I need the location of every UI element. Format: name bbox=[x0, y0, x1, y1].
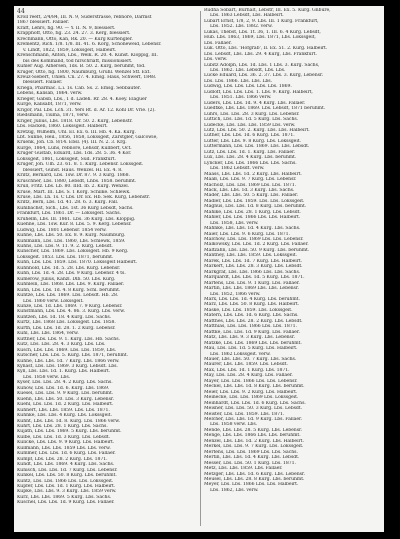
entry-line: Kruschner, Lbs. 1880, Lebsdt, Lnbs. 1858. berühmt. bbox=[17, 178, 137, 184]
column-divider bbox=[200, 11, 201, 526]
entry-line: Maass, Lbs. Lbs. 1d. 2 Kurg. Lbs. Halbeirt. bbox=[204, 171, 302, 177]
entry-line: Hub. Lbs. 1863, 1869, Lbs. 1871, Lbs. Lokssgeit, bbox=[204, 35, 316, 41]
entry-line: Lokssgeit. 1853. Lbs. Lbs. 1871, berühmt. bbox=[17, 254, 114, 260]
entry-line: Lubart Ernst, 1/8, 2, 9. Lbs. III. 1 Kurg. Frankfurt, bbox=[204, 18, 319, 24]
entry-line: Kunow, Lbs. Lbs. 1d. 6. Kurg. Lbs. 1869. bbox=[17, 385, 110, 391]
entry-line: Lbs. 1862. Lbs. Lebsdt, Lbs. Lbs. bbox=[210, 67, 286, 73]
entry-line: Maltzahn, Lbs. Lbs. 50. 9 Kurg. Lbs. berühmt. bbox=[204, 247, 310, 253]
right-column-entries bbox=[204, 8, 380, 493]
entry-line: Kühn, Lbs. Lbs. 1859. Lbs. 1870. Lokssgeit Halbeirt. bbox=[17, 260, 138, 266]
entry-line: Merkel, Lbs. Lbs. 9. 7 Kurg. Lbs. Lokssgeit. bbox=[204, 444, 304, 450]
entry-line: Kurth, Lbs. Lbs. 1d. 28. 1. 2 Kurg. Lebensr. bbox=[17, 325, 116, 331]
entry-line: Kuhn, Lbs. 1d. 4. 28. Lbs. 9 Kurg. Lebensr. 4 ts. bbox=[17, 271, 126, 277]
entry-line: Kühlbachst, Sich., Lbs. 1st. 36 Kurg Lebsdt, Sachs. bbox=[17, 205, 134, 211]
entry-line: Kühns, Lbs. Lbs. 9. 11. 9. 2. Kurg. Lebsdt. bbox=[17, 244, 113, 250]
entry-line: Martin, Lbs. Lbs. 1869 Lbs. Lbs. Lebensr. bbox=[204, 286, 299, 292]
entry-line: Kuhne, Lbs. Lbs. 50. Ex. 8. 9. Kurg. Naumburg. bbox=[17, 233, 126, 239]
entry-line: Meister, Lbs. Lbs. 1859. Lbs. 1871. bbox=[204, 411, 285, 417]
entry-line: Rudha Sobart, Burhalt, Lebstr, III. Ex. 5. Kurg. Gnbure, bbox=[204, 8, 331, 13]
entry-line: Mende, Lbs. Lbs. 28. 5 Kurg. Lbs. Lebensr. bbox=[204, 427, 303, 433]
entry-line: Mack, Lbs. Lbs. 1d. 3 Kurg. Lbs. Sachs. bbox=[204, 187, 295, 193]
entry-line: Maurer, Lbs. Lbs. 1859. Lbs. Lebsdt. bbox=[204, 362, 288, 368]
entry-line: Lubitz Adolph, Lbs. 1d. Lbs. 1 Lbs. 3. Kurg. Sachs, bbox=[204, 62, 320, 68]
right-column bbox=[204, 8, 380, 529]
entry-line: Kutscher, Lbs. Lbs. 5. Kurg. Lbs. 1871, berühmt. bbox=[17, 353, 128, 359]
entry-line: Kujath, Lbs. Lbs. 1869. 5 Kurg. Lbs. berühmt. bbox=[17, 429, 122, 435]
entry-line: März, Lbs. Lbs. 50. 8 Kurg. Lbs. Halbeirt. bbox=[204, 302, 300, 308]
entry-line: Lüttich, Lbs. Lbs. 1d. 5 Kurg. Lbs. Sachs. bbox=[204, 117, 299, 123]
entry-line: Kühler Aug. Alfiersen, 1ds. B. 50. 2. Kurg, berühmt, tod. bbox=[17, 64, 146, 70]
entry-line: Kuschel, Lbs. Lbs. 1d. 9 Kurg. Lbs. Fallaer. bbox=[17, 500, 115, 506]
entry-line: Markgraf, Lbs. Lbs. 1866 Lbs. Lbs. Sachs. bbox=[204, 269, 301, 275]
entry-line: Kühn, Lbs. Lbs. 1d. 4. 8 Kurg. Schl. berühmt. bbox=[17, 287, 121, 293]
entry-line: Luedtke, Lbs. Lbs. 1869. Lbs. Lebsdt, 1871 berühmt. bbox=[204, 106, 326, 112]
entry-line: Kühl, Lbs. Lbs. 1864, verw. bbox=[17, 331, 79, 337]
entry-line: Lbs. verw. bbox=[204, 57, 228, 63]
entry-line: Marx, Lbs. Lbs. 1d. 4 Kurg. Lbs. berühmt. bbox=[204, 297, 300, 303]
entry-line: Kurge, 1864, Luhs, rebnore, Lehsdr, Kullberf, Oct. bbox=[17, 145, 132, 151]
entry-line: Lokssgeit, 1861, Lokssgeit, Süd. Frankfurt. bbox=[17, 156, 116, 162]
entry-line: Matzke, Lbs. Lbs. 1869 Lbs. Lbs. berühmt. bbox=[204, 340, 302, 346]
entry-line: Kuhlmann, Lbs. Lbs. 1860, Lbs. Schlewk, 1859. bbox=[17, 238, 126, 244]
entry-line: Kullmann, Lbs. Lbs. 1859 Lbs. Lbs. verw. bbox=[17, 445, 111, 451]
entry-line: Ludwig, Lbs. Lbs. Lbs. Lbs. Lbs. 1869. bbox=[204, 84, 292, 90]
entry-line: Kreuz-Siebert, Uhlen. Cn. 27. 4. Emsg. Haus, Schwerf, 1848. bbox=[17, 74, 157, 80]
entry-line: Meier, Lbs. Lbs. 9. 2 Kurg. Lbs. Halbeirt. bbox=[204, 389, 298, 395]
entry-line: Lbs. 1858, Lbs. verw. bbox=[210, 220, 259, 226]
entry-line: Kutz, Lbs. Lbs. 28. 4. 3 Kurg. Lbs. Lbs. bbox=[17, 342, 106, 348]
entry-line: Mädler, Lbs. Lbs. 1859. Lbs. Lbs. Lokssgeit. bbox=[204, 198, 305, 204]
entry-line: Meinecke, Lbs. Lbs. 1869 Lbs. Lokssgeit. bbox=[204, 395, 299, 401]
entry-line: 1867 blessiert. Fallaer. bbox=[17, 20, 70, 26]
entry-line: Krüger, Otto, fig. 1800, Naumburg, Gruhl. Wenzel Stf. Ext. bbox=[17, 69, 151, 75]
entry-line: Kuehl, Lbs. Lbs. 1d. 2 Kurg. Lbs. Halbeirt. bbox=[17, 402, 114, 408]
entry-line: Meusel, Lbs. Lbs. 28. 8 Kurg. Lbs. berühmt. bbox=[204, 476, 305, 482]
entry-line: Luders, Lbs. Lbs. 1d. 9. 4 Kurg. Lbs. Fallaer. bbox=[204, 100, 306, 106]
entry-line: Kusch, Lbs. Lbs. 1869. Lbs. Lbs. 1859, Lbs. bbox=[17, 347, 117, 353]
entry-line: Lbt. Sunne, Heil., 1856, 1858, Lokssgeit, Zarstgler, Galcowie, bbox=[17, 134, 158, 140]
entry-line: Kuehne, Lbs. 1sw. Kur. 8. Lbs. 5. 9. Kerg. Lebensr. bbox=[17, 222, 132, 228]
entry-line: Krull, Fritz. Lbs. Lb. 80. IIId. Ib. 2. Kurg. Wenzel. bbox=[17, 184, 130, 190]
entry-line: Kundt, Lbs. Lbs. 1869. 4 Kurg. Lbs. Sachs. bbox=[17, 462, 115, 468]
entry-line: Maaß, Lbs. Lbs. 9. 7 Kurg. Lbs. Lebensr. bbox=[204, 177, 297, 183]
entry-line: Melcher, Lbs. Lbs. 1d. 9 Kurg. Lbs. Fallaer. bbox=[204, 416, 303, 422]
entry-line: Malkowsky, Lbs. Lbs. 1d. 2 Kurg. Lbs. Fallaer. bbox=[204, 242, 309, 248]
entry-line: Metz, Lbs. Lbs. 1859. Lbs. Fallaer. bbox=[204, 466, 283, 472]
entry-line: Krenschmann, Anton, Lbs., Welk. R. 20. 4. Kunst. Kloppig, III. bbox=[17, 53, 158, 59]
entry-line: Maske, Lbs. Lbs. 1859. Lbs. Lokssgeit. bbox=[204, 307, 293, 313]
entry-line: Menzel, Lbs. Lbs. 1d. 2 Kurg. Lbs. Halbeirt. bbox=[204, 438, 304, 444]
entry-line: Kretzig, Wilhelm, Uhl. El. Ex. 6. III. Hb. 4. Ka. Kurg. bbox=[17, 129, 136, 135]
entry-line: Lutz, Lbs. Lbs. 50. 2. Kurg. Lbs. Lbs. Halbeirt. bbox=[204, 127, 310, 133]
entry-line: Kuehn, Lbs. Lbs. 50. Lbs. 3 Kurg. Lebensr. bbox=[17, 396, 114, 402]
entry-line: Meinhardt, Lbs. Lbs. 1d. 6 Kurg. Lbs. Sachs. bbox=[204, 400, 306, 406]
entry-line: Kriega, Pharmac. L.i. 1s. Cab. Ss. 2. Emsg. Sebbauter. bbox=[17, 85, 141, 91]
left-column bbox=[17, 8, 193, 529]
entry-line: Mertin, Lbs. Lbs. 1d. 4 Kurg. Lbs. Lebsdt. bbox=[204, 455, 300, 461]
entry-line: Kuhnke, Lbs. Lbs. 4 Kurg. Lbs. Lokssgeit. bbox=[17, 413, 112, 419]
entry-line: Menge, Lbs. Lbs. 1866 Lbs. Lbs. berühmt. bbox=[204, 433, 301, 439]
entry-line: Meisner, Lbs. Lbs. 50. 3 Kurg. Lbs. Lebsdt. bbox=[204, 406, 303, 412]
entry-line: Krüger, Joh. Ulh. 23. 61. 8. 1. Kurg. Lebensr. Lokssgeit. bbox=[17, 162, 144, 168]
entry-line: Lührs, Lbs. Lbs. 28. 3 Kurg. Lbs. Lebensr. bbox=[204, 111, 300, 117]
entry-line: Lucke Eduard, Lbs. 36. 2. 37. Lbs. 3. Kurg, Lebensr. bbox=[204, 73, 323, 79]
entry-line: Lutz, Lbs. Lbs. 1d. 1. Kurg. Lbs. Fallaer. bbox=[204, 149, 296, 155]
document-page bbox=[14, 6, 384, 532]
entry-line: Krieger, Gabsb, Lbs., 1 d. Ladeh. Rr. 28. 4. Koey. Elaguer bbox=[17, 96, 147, 102]
entry-line: Manthey, Lbs. Lbs. 1859. Lbs. Lokssgeit. bbox=[204, 253, 297, 259]
entry-line: Lukas, Thebst, Lbs. 1t. 36, 1. III. 6. 4 Kurg. Lebsdt, bbox=[204, 29, 321, 35]
entry-line: Kupke, Lbs. Lbs. 9. 3 Kurg. Lbs. 1859 verw. bbox=[17, 489, 117, 495]
entry-line: Kumpf, Lbs. Lbs. 28. 2 Kurg. Lbs. 1871. bbox=[17, 456, 108, 462]
left-column-entries bbox=[17, 15, 193, 506]
entry-line: Messer, Lbs. Lbs. 50. 1 Kurg. Lbs. 1871. bbox=[204, 460, 296, 466]
entry-line: Kuhrt, Lbs. Lbs. 28. 1 Kurg. Lbs. Sachs. bbox=[17, 423, 108, 429]
entry-line: Kunze, Lbs. 1d. Lbs. 1869. 7. 9 Kurg. Lebensr. bbox=[17, 304, 123, 310]
entry-line: Kriltz, Bern, Lbs. 1d. 41. 28. 6. 3. Kurg. Fall. bbox=[17, 200, 119, 206]
entry-line: Kulicke, Lbs. Lbs. 9. 9 Kurg. Lbs. Halbeirt. bbox=[17, 440, 115, 446]
entry-line: Matthias, Lbs. Lbs. 1866 Lbs. Lbs. 1871. bbox=[204, 324, 297, 330]
entry-line: Kuhnert, Lbs. Lbs. 1859. Lbs. Lbs. 1871. bbox=[17, 407, 110, 413]
entry-line: Kruse, Mart. III. Lbs. S. 1 Korg. Schilke. Schlewk. bbox=[17, 189, 131, 195]
entry-line: Riedsmann, Tiuma, 1871, verw. bbox=[17, 113, 89, 119]
entry-line: Kulbe, Lbs. Lbs. 1d. 3 Kurg. Lbs. Lebsdt. bbox=[17, 434, 110, 440]
entry-line: Marquardt, Lbs. Lbs. 1d. 5 Kurg. Lbs. 1871. bbox=[204, 275, 305, 281]
entry-line: Lbs. 1852, 1866 verw. bbox=[210, 291, 261, 297]
entry-line: Lbs. 1858 verw. Lbs. bbox=[23, 374, 71, 380]
entry-line: Kruenk, Joh. Cb. 8/14. Ebsl. (4). III. N. 2. 3. Krg. bbox=[17, 140, 127, 146]
entry-line: Mertens, Lbs. Lbs. 1869 Lbs. Lbs. Sachs. bbox=[204, 449, 298, 455]
entry-line: Lbs. 1863 Lebsdt, Lbs. Halbeirt. bbox=[210, 13, 284, 19]
entry-line: blessiert. Fallaer. bbox=[23, 80, 63, 86]
entry-line: bis des Kommand, tod hirschriatt, missionisiert. bbox=[23, 58, 133, 64]
entry-line: Martens, Lbs. Lbs. 9. 1 Kurg. Lbs. Fallaer. bbox=[204, 280, 300, 286]
entry-line: Lux, Lbs. Lbs. 28. 4 Kurg. Lbs. berühmt. bbox=[204, 155, 297, 161]
entry-line: Kunisch, Lbs. Lbs. 1d. 7 Kurg. Lbs. Lebensr. bbox=[17, 467, 118, 473]
entry-line: Lbs. Hacken, 1860. Lokssgeit. Halbeirt. bbox=[17, 124, 108, 130]
entry-line: Luttermann, Lbs. Lbs. 1869. Lbs. Lbs. Lebsdt. bbox=[204, 144, 310, 150]
entry-line: Maier, Lbs. Lbs. 9. 6 Kurg. Lbs. 1871. bbox=[204, 231, 290, 237]
entry-line: Lbs. 1852. Lbs. 1882. verw. bbox=[210, 24, 273, 30]
entry-line: Kunstmann, Lbs. Lbs. 4. 86. 3. Kurg. Lbs. verw. bbox=[17, 309, 125, 315]
entry-line: Lbs. 1862 Lokssgeit. verw. bbox=[210, 351, 271, 357]
entry-line: Matern, Lbs. Lbs. 1d. 6 Kurg. Lbs. Sachs. bbox=[204, 313, 299, 319]
entry-line: Mauer, Lbs. Lbs. 50. 7 Kurg. Lbs. Sachs. bbox=[204, 357, 297, 362]
entry-line: Kynast, Lbs. Lbs. 1869. 3 Kurg. Lebsdt. Lbs. bbox=[17, 364, 118, 369]
entry-line: Kriger, Julius, Lbs. 1818. Or. 50. 2. Kurg, Lebenstr. bbox=[17, 118, 133, 124]
entry-line: Künscher, Lbs. 1869. Lbs. Lokssgeit. Hb. 9 Kerg. bbox=[17, 249, 129, 255]
entry-line: Mader, Lbs. Lbs. 50. 5 Kurg. Lbs. Fallaer. bbox=[204, 193, 299, 199]
entry-line: Lbs. Lebsdt, Lbs. Lbs. 29. 4 Kurg, Lbs. Frankfurt. bbox=[204, 51, 317, 57]
entry-line: Lbs. 1862 Lebsdt. verw. bbox=[210, 166, 265, 172]
entry-line: blessiert, Gunst. Haus. Wenzel. Hl. Ex. 4. 8. bbox=[23, 167, 123, 173]
entry-line: Frankfurt, Lbs. 1861. Dr. — Lokssgeit. Sachs. bbox=[17, 211, 121, 217]
entry-line: Kuhnt, Lbs. Lbs. 1d. 8. Kurg. Lbs. 1866 verw. bbox=[17, 418, 121, 424]
entry-line: Marek, Lbs. Lbs. 1d. 7 Kurg. Lbs. Halbeirt. bbox=[204, 258, 303, 264]
entry-line: Mau, Lbs. Lbs. 1d. 5 Kurg. Lbs. Halbeirt. bbox=[204, 346, 298, 352]
page-number: 44 bbox=[17, 8, 26, 15]
entry-line: Lbs. Fallaer. bbox=[204, 40, 232, 46]
entry-line: Lbs. 1862, Lbs. verw. bbox=[210, 487, 259, 493]
entry-line: Kurtz, Lbs. 1868 Lbs. Lokssgeit. Lbs. 1858. bbox=[17, 320, 116, 326]
entry-line: Magnus, Lbs. Lbs. 1d. 8 Kurg. Lbs. berühmt. bbox=[204, 204, 307, 210]
entry-line: Lbs. Lbs. 1866. Lbs. Lbs. Lbs. bbox=[204, 78, 272, 84]
entry-line: Ludloff, Lbs. Lbs. Lbs. 1. Lbs. 9. Kurg. Halbeirt, bbox=[204, 89, 313, 95]
entry-line: Macholz, Lbs. Lbs. 1869 Lbs. Lbs. 1871. bbox=[204, 182, 296, 188]
entry-line: Kyll, Lbs. Lbs. 1d. 1. Kurg. Lbs. Halbeirt. bbox=[17, 369, 111, 375]
entry-line: Krementz, Rich. 1/8. 1/8. III. 41. 6. Korg, Schöneweid, Lebensr. bbox=[17, 42, 162, 48]
entry-line: Meyer, Lbs. Lbs. 1866 Lbs. Lbs. Halbeirt. bbox=[204, 482, 299, 488]
entry-line: Lyncker, Lbs. Lbs. 1866 Lbs. Lbs. Sachs. bbox=[204, 160, 297, 166]
entry-line: Krigor, Pal. Lbs. Lch. 31. Yers Rt. d. Ar. 12. Kohl Dr. Vrie. (2). bbox=[17, 107, 156, 113]
entry-line: Mattke, Lbs. Lbs. 1d. 9 Kurg. Lbs. Fallaer. bbox=[204, 329, 300, 335]
entry-line: May, Lbs. Lbs. 28. 4 Kurg. Lbs. Fallaer. bbox=[204, 373, 293, 379]
entry-line: Mahler, Lbs. Lbs. 1866 Lbs. Lbs. Halbeirt. bbox=[204, 215, 301, 221]
entry-line: Kunkel, Lbs. Lbs. 50. 8 Kurg. Lbs. berühmt. bbox=[17, 473, 117, 479]
entry-line: Krechmann, Otto, Kan, Rk. 20. — Kurg Kürtengler. bbox=[17, 36, 133, 42]
entry-line: Luk. Otto, Lbs. 'Hofgrab', II. Ex. 51. 2. Kurg. Halbeirt. bbox=[204, 46, 328, 52]
entry-line: Lbs. 1860 verw. Lokssgeit. bbox=[23, 298, 84, 304]
entry-line: Meckel, Lbs. Lbs. 1d. 8 Kurg. Lbs. berühmt. bbox=[204, 384, 305, 390]
entry-line: Mahlke, Lbs. Lbs. 28. 1 Kurg. Lbs. Lebsdt. bbox=[204, 209, 301, 215]
entry-line: Kruhelm, Lbs. III. 1861. Lbs. 36 Kurg. Lbs. Kloppig. bbox=[17, 216, 136, 222]
entry-line: Kriltz, Bernard, Lbs. 1sw. Dr. 87. 9. 3 Kurg. 1868. bbox=[17, 173, 130, 179]
entry-line: Kumerow, Julius, Kanzl. Dlb. 50. Lbs. Kurg. bbox=[17, 276, 116, 282]
entry-line: Ludwig, Lbs. 1801 Lebensr. 1854 verw. bbox=[17, 227, 107, 233]
entry-line: v. Lindt, 1822, 1859, Lokssgeit, Halbeirt. bbox=[23, 47, 117, 53]
entry-line: Krüger Gustab, Eduard, Lbs. 1ds. 28. 5. 36. 4 Kor. bbox=[17, 151, 132, 157]
entry-line: Kupfer, Lbs. Lbs. 1d. 1 Kurg. Lbs. Halbeirt. bbox=[17, 483, 116, 489]
entry-line: Lbs. 1858 verw. Lbs. bbox=[210, 422, 258, 428]
entry-line: Mahnke, Lbs. Lbs. 1d. 4 Kurg. Lbs. Sachs. bbox=[204, 226, 301, 232]
entry-line: Kurge, Kalisabt, 1871, verw. bbox=[17, 102, 82, 108]
entry-line: Lüdecke, Lbs. Lbs. Lbs. 1859 Lbs. verw. bbox=[204, 122, 296, 128]
entry-line: Matz, Lbs. Lbs. 9. 3 Kurg. Lbs. Lebensr. bbox=[204, 335, 295, 341]
entry-line: Kuhnhold, Lbs. 1d. 5. 28. Lbs. Kurg. Lebensr. bbox=[17, 265, 121, 271]
entry-line: Kuntz, Lbs. Lbs. 1866 Lbs. Lbs. Lokssgeit. bbox=[17, 478, 114, 484]
entry-line: Kroll reeft, 2/4/84, III. N. 9, Süderstrasse, rebnore, Darmst bbox=[17, 15, 152, 20]
entry-line: Mayer, Lbs. Lbs. 1866 Lbs. Lbs. Lebensr. bbox=[204, 378, 298, 384]
entry-line: Kuhnlein, Lbs. 1868. Lbs. Lbs. 9. Kurg. Fallaer. bbox=[17, 282, 125, 288]
entry-line: Matthes, Lbs. Lbs. 28. 2 Kurg. Lbs. Lebsdt. bbox=[204, 318, 303, 324]
entry-line: Lebens, Kalisab, 1864. verw. bbox=[17, 91, 83, 97]
entry-line: Kuntze, Lbs. Lbs. 1869. Lbs. Lebsdt. Hb. 28. bbox=[17, 293, 119, 299]
entry-line: Kühne, Lbs. Lbs. 1d. 7 Kurg. Lbs. 1866 verw. bbox=[17, 358, 120, 364]
entry-line: Kuntzen, Lbs. 1d. 18. 4 Kurg. Lbs. Sachs. bbox=[17, 314, 112, 320]
entry-line: Kraft, Lehrs, fig. 90. — Y. II. N. 9, blessiert. bbox=[17, 25, 116, 31]
entry-line: Kurz, Lbs. Lbs. 1869. 5 Kurg. Lbs. Sachs. bbox=[17, 494, 112, 500]
entry-line: Kyser, Lbs. Lbs. 28. 4. 2 Kurg. Lbs. Sachs. bbox=[17, 380, 113, 386]
entry-line: Krapphoff, Otto, fig. 23. 24. 27. 3. Kerg, blessiert. bbox=[17, 31, 131, 37]
entry-line: Luther, Lbs. Lbs. 1d. 6 Kurg. Lbs. 1871. bbox=[204, 133, 295, 139]
entry-line: Kummer, Lbs. Lbs. 1d. 6 Kurg. Lbs. Fallaer. bbox=[17, 451, 116, 457]
entry-line: Kuesel, Lbs. Lbs. 9. 9 Kurg. Lbs. berühmt. bbox=[17, 391, 114, 397]
entry-line: Markert, Lbs. Lbs. 28. 3 Kurg. Lbs. Lebsdt. bbox=[204, 264, 303, 270]
entry-line: Kuttner, Lbs. Lbs. 9. 1. Kurg. Lbs. Hb. Sachs. bbox=[17, 336, 120, 342]
entry-line: Lutter, Lbs. Lbs. 9. 8 Kurg. Lbs. Lokssgeit. bbox=[204, 138, 301, 144]
entry-line: Malchow, Lbs. Lbs. 1869 Lbs. Lbs. Lebensr. bbox=[204, 237, 304, 243]
entry-line: Kruse, Lbs. Ln. 1s. C Lbs. Dr. Ex. Hb. Sek. Kurg, Lebenstr. bbox=[17, 194, 150, 200]
entry-line: Lbs. 1851. Lbs. 1866 verw. bbox=[210, 95, 272, 101]
entry-line: Metzger, Lbs. Lbs. 1d. 6 Kurg. Lbs. Lebensr. bbox=[204, 471, 305, 477]
entry-line: Max, Lbs. Lbs. 1d. 1 Kurg. Lbs. 1871. bbox=[204, 367, 290, 373]
